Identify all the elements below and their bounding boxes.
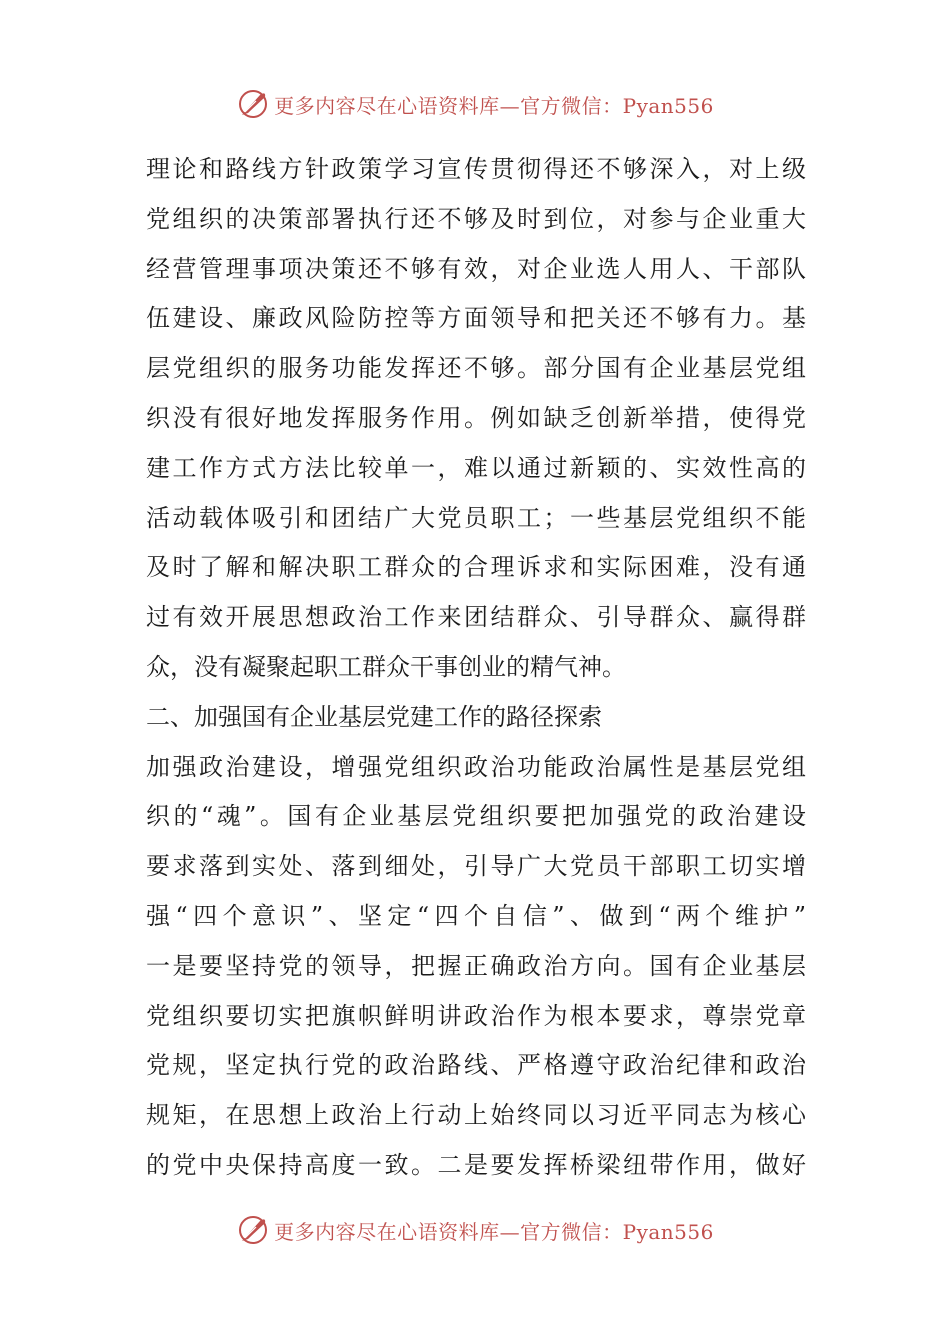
text-line: 规矩，在思想上政治上行动上始终同以习近平同志为核心 bbox=[146, 1101, 806, 1130]
text-line: 党组织的决策部署执行还不够及时到位，对参与企业重大 bbox=[146, 204, 806, 233]
text-line: 及时了解和解决职工群众的合理诉求和实际困难，没有通 bbox=[146, 553, 806, 582]
text-line: 建工作方式方法比较单一，难以通过新颖的、实效性高的 bbox=[146, 453, 806, 482]
text-line: 的党中央保持高度一致。二是要发挥桥梁纽带作用，做好 bbox=[146, 1150, 806, 1179]
text-line: 经营管理事项决策还不够有效，对企业选人用人、干部队 bbox=[146, 254, 806, 283]
text-line: 理论和路线方针政策学习宣传贯彻得还不够深入，对上级 bbox=[146, 155, 806, 183]
header-watermark-text: 更多内容尽在心语资料库—官方微信：Pyan556 bbox=[274, 93, 714, 118]
quill-logo-icon bbox=[236, 87, 270, 121]
text-line: 织的“魂”。国有企业基层党组织要把加强党的政治建设 bbox=[146, 802, 806, 831]
text-line: 层党组织的服务功能发挥还不够。部分国有企业基层党组 bbox=[146, 354, 806, 383]
quill-logo-icon bbox=[236, 1213, 270, 1247]
section-heading: 二、加强国有企业基层党建工作的路径探索 bbox=[146, 702, 602, 731]
text-line: 活动载体吸引和团结广大党员职工；一些基层党组织不能 bbox=[146, 503, 806, 532]
text-line: 织没有很好地发挥服务作用。例如缺乏创新举措，使得党 bbox=[146, 403, 806, 432]
text-line: 一是要坚持党的领导，把握正确政治方向。国有企业基层 bbox=[146, 951, 806, 980]
text-line: 众，没有凝聚起职工群众干事创业的精气神。 bbox=[146, 652, 626, 681]
text-line: 党规，坚定执行党的政治路线、严格遵守政治纪律和政治 bbox=[146, 1051, 806, 1080]
text-line: 强“四个意识”、坚定“四个自信”、做到“两个维护” bbox=[146, 901, 806, 930]
header-watermark-banner bbox=[0, 84, 950, 124]
footer-watermark-banner bbox=[0, 1210, 950, 1250]
text-line: 党组织要切实把旗帜鲜明讲政治作为根本要求，尊崇党章 bbox=[146, 1001, 806, 1030]
text-line: 要求落到实处、落到细处，引导广大党员干部职工切实增 bbox=[146, 852, 806, 881]
text-line: 伍建设、廉政风险防控等方面领导和把关还不够有力。基 bbox=[146, 304, 806, 333]
text-line: 加强政治建设，增强党组织政治功能政治属性是基层党组 bbox=[146, 752, 806, 781]
document-body bbox=[146, 145, 806, 1191]
footer-watermark-text: 更多内容尽在心语资料库—官方微信：Pyan556 bbox=[274, 1219, 714, 1244]
text-line: 过有效开展思想政治工作来团结群众、引导群众、赢得群 bbox=[146, 603, 806, 632]
